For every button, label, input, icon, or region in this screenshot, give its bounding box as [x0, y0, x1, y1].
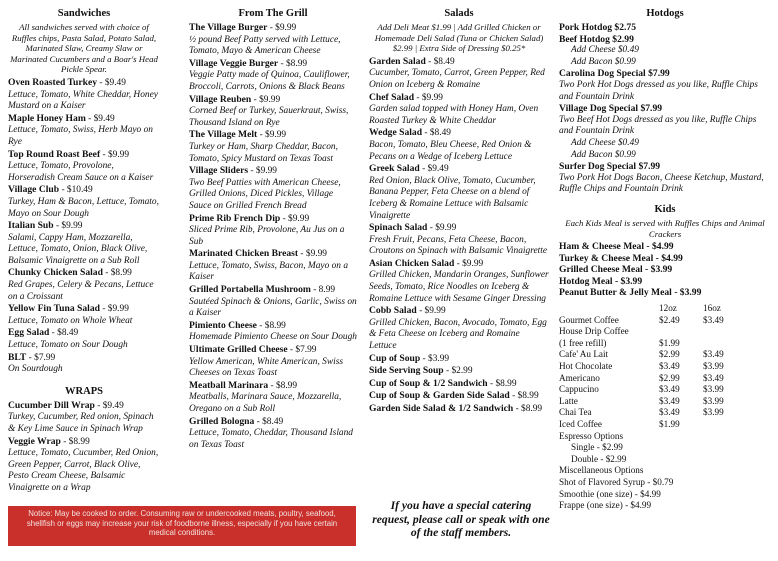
menu-item-price: - $8.99 — [515, 404, 543, 414]
kids-list — [559, 241, 771, 299]
menu-item-title — [369, 92, 549, 105]
drink-name: Latte — [559, 395, 578, 406]
menu-item-name: Marinated Chicken Breast — [189, 248, 299, 260]
menu-item-description: Salami, Cappy Ham, Mozzarella, Lettuce, Tomato, Onion, Black Olive, Balsamic Vinaigrette on a Sub Roll — [8, 232, 148, 266]
menu-item-name: Side Serving Soup — [369, 365, 444, 377]
menu-item-description: Grilled Chicken, Bacon, Avocado, Tomato, Egg & Feta Cheese on Iceberg and Romaine Lettuce — [369, 317, 547, 352]
menu-item-name: Yellow Fin Tuna Salad — [8, 303, 100, 315]
menu-item-price: - $9.99 — [55, 221, 83, 232]
catering-note: If you have a special catering request, please call or speak with one of the staff members. — [372, 499, 550, 539]
drink-price-12oz: $1.99 — [659, 419, 680, 429]
drink-price-12oz: $1.99 — [659, 337, 680, 348]
menu-item-title — [189, 416, 357, 429]
menu-item-price: - $2.99 — [446, 366, 473, 377]
drink-price-12oz: $2.99 — [659, 372, 680, 383]
drink-price-16oz: $3.99 — [703, 384, 724, 395]
menu-item-description: ½ pound Beef Patty served with Lettuce, Tomato, Mayo & American Cheese — [189, 34, 341, 57]
drink-name: Cappucino — [559, 384, 599, 395]
hotdog-line: Surfer Dog Special $7.99 — [559, 161, 661, 173]
menu-item-title — [369, 390, 549, 403]
menu-item-name: BLT — [8, 351, 27, 363]
drink-price-16oz: $3.99 — [703, 361, 724, 372]
menu-item-price: - $8.99 — [63, 436, 90, 447]
menu-item-name: Cucumber Dill Wrap — [8, 399, 95, 411]
menu-item — [8, 267, 160, 303]
kids-meal: Turkey & Cheese Meal - $4.99 — [559, 252, 683, 264]
menu-item-name: Prime Rib French Dip — [189, 212, 281, 224]
menu-item — [189, 380, 357, 416]
menu-item-title — [189, 58, 357, 71]
hotdog-list — [559, 22, 771, 196]
drink-name: Cafe' Au Lait — [559, 349, 609, 360]
drink-price-16oz — [703, 326, 743, 338]
hotdog-line: Add Cheese $0.49 — [571, 45, 639, 56]
menu-item — [8, 113, 160, 149]
menu-item-price: - $9.49 — [422, 164, 449, 175]
drink-price-12oz: $2.99 — [659, 349, 680, 360]
menu-item-name: Garden Side Salad & 1/2 Sandwich — [369, 403, 514, 414]
menu-item-price: - $9.49 — [97, 400, 124, 411]
menu-item — [8, 77, 160, 113]
size-header-12oz: 12oz — [659, 303, 677, 314]
menu-item — [189, 22, 357, 58]
menu-item — [369, 56, 549, 92]
menu-item-price: - $8.99 — [280, 58, 308, 69]
hotdogs-heading: Hotdogs — [646, 8, 684, 19]
menu-item-title — [369, 258, 549, 271]
menu-item-title — [8, 400, 160, 413]
menu-item-title — [8, 184, 160, 197]
food-safety-notice: Notice: May be cooked to order. Consuming raw or undercooked meats, poultry, seafood, shellfish or eggs may increase your risk of foodborne illness, especially if you have certain medical conditions. — [8, 506, 356, 546]
menu-item-title — [369, 365, 549, 378]
menu-item — [189, 165, 357, 212]
menu-item — [189, 284, 357, 320]
menu-item — [369, 258, 549, 305]
menu-item-description: Corned Beef or Turkey, Sauerkraut, Swiss, Thousand Island on Rye — [189, 106, 349, 128]
menu-item-name: Oven Roasted Turkey — [8, 76, 98, 88]
menu-item-name: Garden Salad — [369, 55, 426, 67]
menu-item-price: - $8.99 — [270, 380, 298, 391]
hotdog-line: Two Pork Hot Dogs dressed as you like, Ruffle Chips and Fountain Drink — [559, 79, 758, 102]
menu-item — [189, 344, 357, 380]
menu-item-price: - $8.99 — [489, 378, 517, 389]
menu-item — [189, 129, 357, 165]
menu-item-price: - $8.99 — [105, 268, 132, 279]
salads-heading: Salads — [444, 8, 474, 19]
menu-item-description: Garden salad topped with Honey Ham, Oven Roasted Turkey & White Cheddar — [369, 104, 539, 126]
drink-name: Chai Tea — [559, 407, 592, 418]
menu-item-description: Turkey, Ham & Bacon, Lettuce, Tomato, Mayo on Sour Dough — [8, 196, 159, 219]
drink-option: Frappe (one size) - $4.99 — [559, 500, 652, 511]
menu-item — [8, 352, 160, 376]
wrap-list — [8, 400, 160, 495]
menu-item-name: Italian Sub — [8, 220, 54, 232]
hotdog-line: Beef Hotdog $2.99 — [559, 33, 634, 45]
menu-item-title — [8, 113, 160, 126]
menu-item — [369, 305, 549, 352]
kids-meal: Hotdog Meal - $3.99 — [559, 275, 643, 287]
menu-item-price: - $9.99 — [429, 223, 457, 234]
menu-item-name: Village Sliders — [189, 165, 249, 177]
menu-item-title — [369, 353, 549, 366]
drink-price-16oz: $3.99 — [703, 395, 724, 406]
drink-name: Hot Chocolate — [559, 361, 613, 372]
menu-item-description: Veggie Patty made of Quinoa, Cauliflower, Broccoli, Carrots, Onions & Black Beans — [189, 70, 350, 92]
menu-item-price: - 8.99 — [313, 285, 336, 296]
menu-item-title — [8, 77, 160, 90]
menu-item-title — [189, 344, 357, 357]
menu-item-title — [8, 327, 160, 340]
kids-intro: Each Kids Meal is served with Ruffles Chips and Animal Crackers — [565, 217, 765, 239]
menu-item — [189, 248, 357, 284]
menu-item-description: Lettuce, Tomato, Cheddar, Thousand Island on Texas Toast — [189, 428, 353, 450]
menu-item-name: Spinach Salad — [369, 222, 428, 234]
menu-item-description: Lettuce, Tomato, Cucumber, Red Onion, Green Pepper, Carrot, Black Olive, Pesto Cream Cheese, Balsamic Vinaigrette on a Wrap — [8, 448, 159, 493]
menu-item — [189, 416, 357, 452]
menu-item-name: Cobb Salad — [369, 305, 417, 317]
menu-item — [369, 353, 549, 366]
menu-item-price: - $9.99 — [102, 304, 129, 315]
menu-item-price: - $9.99 — [419, 306, 446, 317]
menu-item-description: Lettuce, Tomato on Sour Dough — [8, 340, 128, 351]
drink-price-12oz: $3.49 — [659, 407, 680, 418]
menu-item — [369, 378, 549, 391]
menu-item-price: - $9.99 — [416, 92, 443, 103]
menu-item-name: Meatball Marinara — [189, 379, 269, 391]
menu-item-name: Cup of Soup & Garden Side Salad — [369, 390, 510, 402]
menu-item-description: Lettuce, Tomato, Provolone, Horseradish Cream Sauce on a Kaiser — [8, 161, 154, 183]
menu-item-name: Cup of Soup — [369, 352, 421, 364]
salads-column — [369, 8, 549, 416]
drink-name: (1 free refill) — [559, 337, 607, 348]
drink-price-16oz: $3.49 — [703, 372, 724, 383]
menu-item-title — [189, 213, 357, 226]
menu-item-price: - $9.49 — [88, 113, 115, 124]
menu-item-price: - $9.99 — [269, 23, 297, 33]
menu-item-name: Village Club — [8, 184, 60, 196]
kids-meal: Peanut Butter & Jelly Meal - $3.99 — [559, 287, 702, 299]
menu-item-title — [8, 352, 160, 365]
misc-options — [559, 431, 771, 512]
menu-item-title — [369, 305, 549, 318]
wraps-heading: WRAPS — [65, 385, 103, 397]
menu-item-title — [369, 127, 549, 140]
menu-item — [369, 92, 549, 128]
menu-item-price: - $9.49 — [99, 77, 126, 88]
grill-list — [189, 22, 357, 451]
drink-option: Miscellaneous Options — [559, 465, 644, 476]
menu-item-title — [189, 94, 357, 107]
menu-item — [8, 184, 160, 220]
menu-item — [369, 403, 549, 416]
hotdog-line: Two Beef Hot Dogs dressed as you like, Ruffle Chips and Fountain Drink — [559, 114, 757, 137]
menu-item-price: - $9.99 — [300, 249, 327, 260]
drinks-table — [559, 303, 771, 431]
menu-item-title — [369, 403, 549, 416]
menu-item-name: Top Round Roast Beef — [8, 148, 101, 160]
menu-item-description: On Sourdough — [8, 364, 63, 375]
menu-item-title — [8, 436, 160, 449]
drink-option: Double - $2.99 — [571, 453, 627, 464]
grill-heading: From The Grill — [238, 8, 308, 19]
menu-item-price: - $9.99 — [259, 130, 287, 141]
menu-item-title — [189, 380, 357, 393]
drink-price-16oz: $3.49 — [703, 314, 724, 325]
sandwich-list — [8, 77, 160, 376]
menu-item-description: Grilled Chicken, Mandarin Oranges, Sunflower Seeds, Tomato, Rice Noodles on Iceberg & Romaine Lettuce with Sesame Ginger Dressing — [369, 270, 549, 304]
drink-price-12oz: $2.49 — [659, 314, 680, 325]
drink-option: Smoothie (one size) - $4.99 — [559, 488, 661, 499]
drink-option: Single - $2.99 — [571, 442, 623, 453]
menu-item-description: Turkey or Ham, Sharp Cheddar, Bacon, Tomato, Spicy Mustard on Texas Toast — [189, 141, 338, 164]
menu-item-price: - $10.49 — [61, 185, 93, 196]
menu-item-description: Cucumber, Tomato, Carrot, Green Pepper, Red Onion on Iceberg & Romaine — [369, 68, 545, 90]
menu-item-price: - $8.49 — [51, 328, 79, 339]
salads-intro: Add Deli Meat $1.99 | Add Grilled Chicken or Homemade Deli Salad (Tuna or Chicken Salad) $2.99 | Extra Side of Dressing $0.25* — [374, 22, 544, 54]
sandwiches-column — [8, 8, 160, 495]
drink-price-12oz: $3.49 — [659, 384, 680, 395]
menu-item-title — [369, 163, 549, 176]
menu-item-title — [189, 22, 357, 35]
menu-item-price: - $8.99 — [259, 320, 286, 331]
menu-item — [369, 365, 549, 378]
hotdog-line: Add Bacon $0.99 — [571, 149, 636, 160]
menu-item-description: Fresh Fruit, Pecans, Feta Cheese, Bacon, Croutons on Spinach with Balsamic Vinaigrette — [369, 234, 548, 257]
menu-item-title — [189, 284, 357, 297]
menu-item-name: The Village Burger — [189, 22, 268, 33]
hotdog-line: Carolina Dog Special $7.99 — [559, 68, 670, 80]
menu-item-price: - $3.99 — [422, 353, 450, 364]
drink-price-16oz: $3.49 — [703, 349, 724, 360]
drink-name: Iced Coffee — [559, 419, 602, 429]
sandwiches-heading: Sandwiches — [57, 8, 111, 19]
menu-item-name: Veggie Wrap — [8, 435, 61, 447]
menu-item-title — [189, 129, 357, 142]
menu-item — [189, 213, 357, 249]
menu-item-name: Asian Chicken Salad — [369, 257, 455, 269]
menu-item — [8, 303, 160, 327]
drink-price-16oz — [703, 419, 743, 431]
menu-item-description: Lettuce, Tomato, Swiss, Bacon, Mayo on a Kaiser — [189, 260, 349, 283]
menu-item — [369, 127, 549, 163]
menu-item-price: - $9.99 — [250, 166, 277, 177]
menu-item-title — [8, 267, 160, 280]
sandwiches-intro: All sandwiches served with choice of Ruffles chips, Pasta Salad, Potato Salad, Marinated Slaw, Creamy Slaw or Marinated Cucumbers and a Boar's Head Pickle Spear. — [10, 22, 158, 75]
grill-column — [189, 8, 357, 451]
menu-item-price: - $7.99 — [289, 345, 317, 356]
menu-item-price: - $9.99 — [102, 149, 130, 160]
menu-item-name: Greek Salad — [369, 163, 420, 175]
menu-item-name: Maple Honey Ham — [8, 112, 86, 124]
menu-item-price: - $9.99 — [253, 94, 281, 105]
menu-item-title — [8, 303, 160, 316]
kids-meal: Grilled Cheese Meal - $3.99 — [559, 264, 673, 276]
hotdog-line: Add Cheese $0.49 — [571, 137, 639, 148]
hotdog-line: Add Bacon $0.99 — [571, 56, 636, 67]
menu-item — [8, 436, 160, 495]
menu-item-title — [189, 165, 357, 178]
menu-item-description: Bacon, Tomato, Bleu Cheese, Red Onion & Pecans on a Wedge of Iceberg Lettuce — [369, 139, 532, 162]
drink-price-16oz: $3.99 — [703, 407, 724, 418]
drink-option: Espresso Options — [559, 430, 624, 441]
menu-item-name: Chef Salad — [369, 91, 415, 103]
menu-item-name: The Village Melt — [189, 129, 258, 141]
menu-item-description: Red Grapes, Celery & Pecans, Lettuce on a Croissant — [8, 280, 154, 302]
hotdog-line: Village Dog Special $7.99 — [559, 103, 663, 115]
menu-item-description: Turkey, Cucumber, Red onion, Spinach & Key Lime Sauce in Spinach Wrap — [8, 412, 154, 434]
menu-item-price: - $7.99 — [28, 352, 56, 363]
menu-item-price: - $8.49 — [256, 416, 284, 427]
menu-item-name: Pimiento Cheese — [189, 319, 257, 331]
menu-item — [369, 163, 549, 222]
menu-item-description: Two Beef Patties with American Cheese, Grilled Onions, Diced Pickles, Village Sauce on Grilled French Bread — [189, 177, 341, 211]
menu-item-name: Ultimate Grilled Cheese — [189, 344, 288, 356]
menu-item-name: Grilled Portabella Mushroom — [189, 284, 311, 296]
menu-item-description: Homemade Pimiento Cheese on Sour Dough — [189, 332, 357, 343]
menu-item-name: Chunky Chicken Salad — [8, 267, 103, 279]
menu-item-title — [369, 56, 549, 69]
hotdogs-column — [559, 8, 771, 512]
menu-item-name: Cup of Soup & 1/2 Sandwich — [369, 377, 488, 389]
salad-list — [369, 56, 549, 416]
menu-item-title — [189, 248, 357, 261]
menu-item-name: Wedge Salad — [369, 127, 423, 139]
menu-item-title — [369, 222, 549, 235]
drink-name: House Drip Coffee — [559, 326, 629, 337]
menu-item-price: - $8.49 — [424, 128, 451, 139]
drink-price-12oz — [659, 326, 703, 338]
menu-item-description: Lettuce, Tomato on Whole Wheat — [8, 315, 133, 326]
menu-item-title — [8, 149, 160, 162]
kids-meal: Ham & Cheese Meal - $4.99 — [559, 241, 674, 253]
menu-item-description: Sautéed Spinach & Onions, Garlic, Swiss on a Kaiser — [189, 296, 357, 319]
menu-item-name: Egg Salad — [8, 327, 50, 339]
menu-item-name: Grilled Bologna — [189, 415, 255, 427]
menu-item-name: Village Veggie Burger — [189, 57, 279, 69]
menu-item-description: Yellow American, White American, Swiss Cheeses on Texas Toast — [189, 356, 343, 379]
menu-item — [369, 390, 549, 403]
drink-price-12oz: $3.49 — [659, 361, 680, 372]
menu-item — [8, 149, 160, 185]
menu-item-title — [189, 320, 357, 333]
menu-item-title — [8, 220, 160, 233]
menu-item-price: - $9.99 — [456, 258, 484, 269]
menu-item — [189, 320, 357, 344]
hotdog-line: Two Pork Hot Dogs Bacon, Cheese Ketchup, Mustard, Ruffle Chips and Fountain Drink — [559, 172, 764, 195]
menu-item — [8, 327, 160, 351]
size-header-16oz: 16oz — [703, 303, 721, 314]
menu-item — [8, 220, 160, 267]
drink-price-16oz — [703, 338, 743, 350]
menu-item-price: - $8.99 — [512, 391, 539, 402]
menu-item — [189, 94, 357, 130]
menu-item-price: - $9.99 — [282, 213, 310, 224]
menu-item-description: Meatballs, Marinara Sauce, Mozzarella, Oregano on a Sub Roll — [189, 392, 342, 414]
menu-item-description: Sliced Prime Rib, Provolone, Au Jus on a Sub — [189, 225, 345, 247]
menu-item — [8, 400, 160, 436]
drink-price-12oz: $3.49 — [659, 395, 680, 406]
drink-name: Gourmet Coffee — [559, 314, 619, 325]
menu-item-name: Village Reuben — [189, 93, 252, 105]
drink-name: Americano — [559, 372, 600, 383]
hotdog-line: Pork Hotdog $2.75 — [559, 22, 637, 33]
menu-item-price: - $8.49 — [428, 56, 455, 67]
menu-item-description: Lettuce, Tomato, Swiss, Herb Mayo on Rye — [8, 125, 153, 147]
menu-item-description: Lettuce, Tomato, White Cheddar, Honey Mustard on a Kaiser — [8, 89, 158, 112]
kids-heading: Kids — [654, 203, 676, 215]
menu-item — [369, 222, 549, 258]
menu-item-title — [369, 378, 549, 391]
drink-option: Shot of Flavored Syrup - $0.79 — [559, 476, 674, 487]
menu-item — [189, 58, 357, 94]
menu-item-description: Red Onion, Black Olive, Tomato, Cucumber, Banana Pepper, Feta Cheese on a blend of Iceberg & Romaine Lettuce with Balsamic Vinaigrette — [369, 175, 536, 221]
